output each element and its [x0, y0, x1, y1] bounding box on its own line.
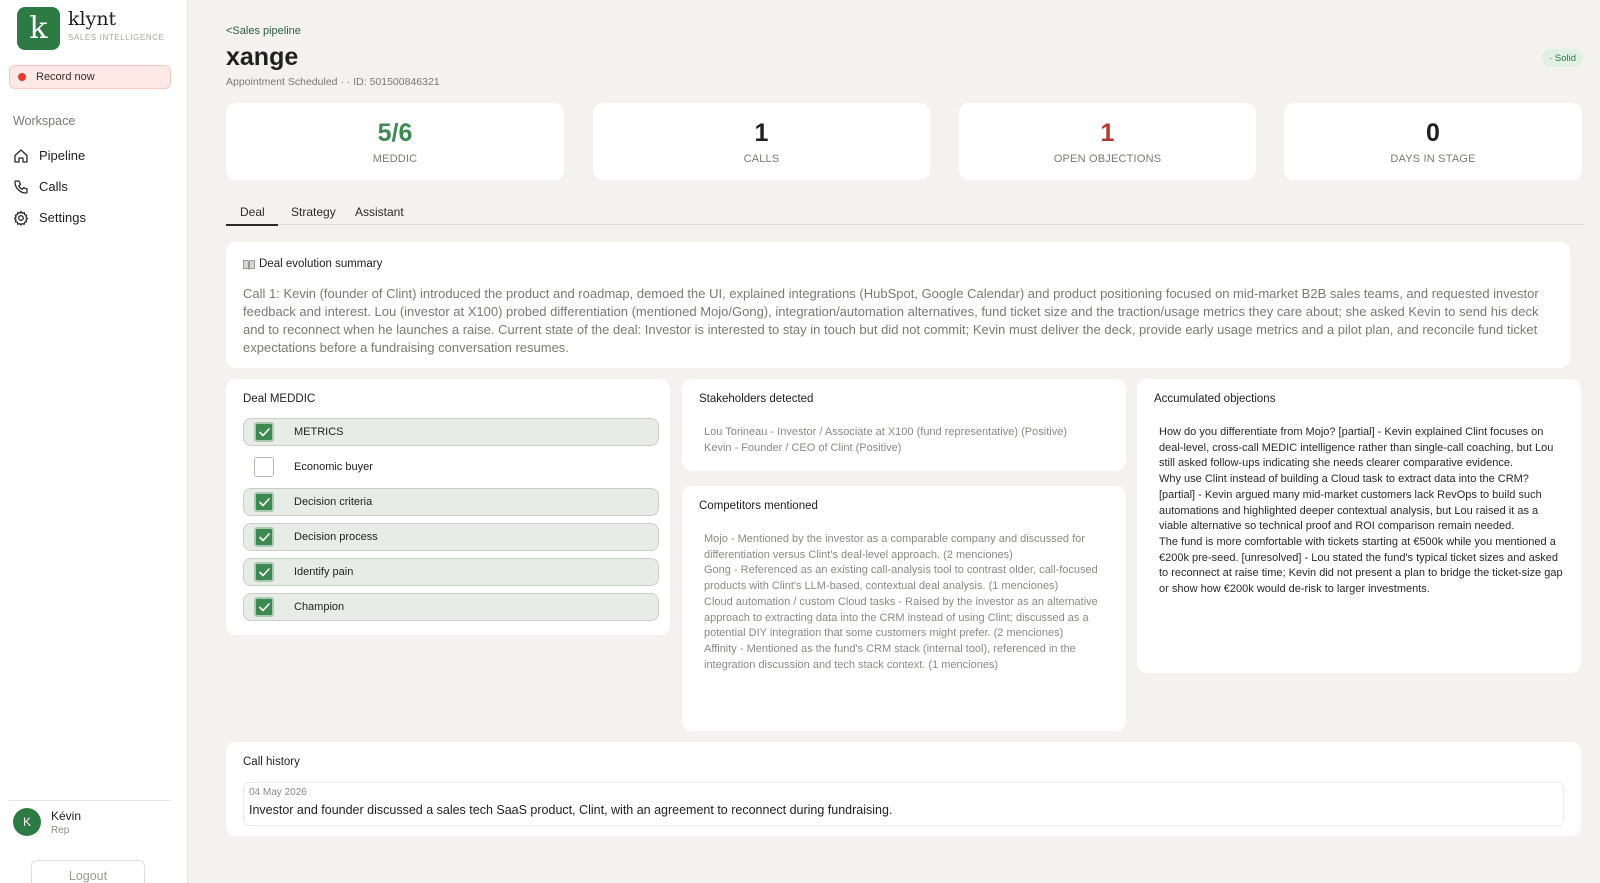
stat-label: DAYS IN STAGE — [1390, 153, 1476, 165]
meddic-list — [243, 418, 653, 621]
meddic-item-label: Identify pain — [294, 566, 354, 578]
home-icon — [13, 148, 29, 164]
sidebar-item-settings[interactable] — [13, 202, 178, 233]
call-history-title: Call history — [243, 756, 300, 768]
deal-meta: Appointment Scheduled · · ID: 501500846321 — [226, 76, 440, 88]
objections-title: Accumulated objections — [1154, 393, 1276, 405]
record-dot-icon — [18, 73, 26, 81]
meddic-item[interactable] — [243, 488, 659, 516]
meddic-item[interactable] — [243, 453, 659, 481]
stakeholders-list — [699, 425, 1109, 456]
list-item: Cloud automation / custom Cloud tasks - Raised by the investor as an alternative approach to extracting data into the CRM instead of using Clint; discussed as a potential DIY integration that some customers might prefer. (2 menciones) — [704, 595, 1098, 640]
call-history-card — [226, 742, 1581, 836]
meddic-item-label: Decision process — [294, 531, 378, 543]
page-title: xange — [226, 43, 299, 71]
stat-value: 5/6 — [377, 119, 413, 147]
list-item: Mojo - Mentioned by the investor as a comparable company and discussed for differentiation versus Clint's deal-level approach. (2 menciones) — [704, 533, 1085, 561]
stat-card-open-objections — [959, 103, 1256, 180]
stat-card-calls — [593, 103, 930, 180]
stat-value: 0 — [1426, 119, 1440, 147]
tab-deal[interactable]: Deal — [226, 205, 278, 226]
meddic-item[interactable] — [243, 558, 659, 586]
stat-label: OPEN OBJECTIONS — [1053, 153, 1162, 165]
sidebar-item-calls[interactable] — [13, 171, 178, 202]
checkbox-checked-icon[interactable] — [254, 527, 274, 547]
brand-name: klynt — [68, 8, 117, 30]
meddic-item[interactable] — [243, 523, 659, 551]
checkbox-checked-icon[interactable] — [254, 562, 274, 582]
stakeholders-card — [682, 379, 1126, 471]
status-badge: · Solid — [1542, 49, 1583, 67]
stat-value: 1 — [754, 119, 769, 147]
sidebar-nav — [13, 140, 178, 233]
summary-body: Call 1: Kevin (founder of Clint) introduced the product and roadmap, demoed the UI, explained integrations (HubSpot, Google Calendar) and product positioning focused on mid-market B2B sales teams, and requested investor feedback and interest. Lou (investor at X100) probed differentiation (mentioned Mojo/Gong), integration/automation alternatives, fund ticket size and the traction/usage metrics they care about; she asked Kevin to send his deck and to reconnect when he launches a raise. Current state of the deal: Investor is interested to stay in touch but did not commit; Kevin must deliver the deck, provide early usage metrics and a pilot plan, and reconcile fund ticket expectations before a fundraising conversation resumes. — [243, 286, 1539, 355]
tab-strategy[interactable]: Strategy — [291, 205, 336, 219]
meddic-item[interactable] — [243, 418, 659, 446]
phone-icon — [13, 179, 29, 195]
checkbox-checked-icon[interactable] — [254, 492, 274, 512]
list-item: The fund is more comfortable with tickets starting at €500k while you mentioned a €200k pre-seed. [unresolved] - Lou stated the fund's typical ticket sizes and asked to reconnect at raise time; Kevin did not present a plan to bridge the ticket-size gap or show how €200k would de-risk to larger investments. — [1159, 535, 1563, 596]
list-item: Lou Torineau - Investor / Associate at X100 (fund representative) (Positive) — [704, 426, 1067, 438]
gear-icon — [13, 210, 29, 226]
list-item: Gong - Referenced as an existing call-analysis tool to contrast older, call-focused products with Clint's LLM-based, contextual deal analysis. (1 menciones) — [704, 564, 1098, 593]
sidebar-item-label: Pipeline — [39, 148, 86, 163]
meddic-item-label: Economic buyer — [294, 461, 373, 473]
list-item: How do you differentiate from Mojo? [partial] - Kevin explained Clint focuses on deal-level, cross-call MEDIC intelligence rather than single-call coaching, but Lou still asked follow-ups indicating she needs clearer comparative evidence. — [1159, 426, 1554, 470]
user-name: Kévin — [51, 808, 82, 823]
sidebar-item-label: Calls — [39, 179, 68, 194]
list-item: Kevin - Founder / CEO of Clint (Positive) — [704, 441, 902, 454]
checkbox-unchecked-icon[interactable] — [254, 457, 274, 477]
book-icon — [243, 259, 255, 270]
brand-subtitle: SALES INTELLIGENCE — [68, 33, 165, 42]
call-history-item[interactable] — [243, 782, 1564, 826]
objections-list — [1154, 425, 1564, 598]
stat-card-days-in-stage — [1284, 103, 1582, 180]
workspace-label: Workspace — [13, 114, 76, 128]
competitors-card — [682, 486, 1126, 731]
record-label: Record now — [36, 71, 95, 83]
tab-assistant[interactable]: Assistant — [355, 205, 404, 219]
meddic-title: Deal MEDDIC — [243, 393, 316, 405]
sidebar-item-label: Settings — [39, 210, 86, 225]
meddic-item-label: Champion — [294, 601, 345, 613]
deal-summary-card — [226, 242, 1570, 368]
stat-value: 1 — [1100, 119, 1115, 147]
meddic-item[interactable] — [243, 593, 659, 621]
meddic-card — [226, 379, 670, 635]
meddic-item-label: Decision criteria — [294, 496, 373, 508]
stakeholders-title: Stakeholders detected — [699, 393, 814, 405]
avatar: K — [13, 808, 41, 836]
stat-card-meddic — [226, 103, 564, 180]
checkbox-checked-icon[interactable] — [254, 422, 274, 442]
logout-button[interactable]: Logout — [31, 860, 145, 883]
list-item: Affinity - Mentioned as the fund's CRM stack (internal tool), referenced in the integration discussion and tech stack context. (1 menciones) — [704, 642, 1076, 671]
meddic-item-label: METRICS — [294, 426, 344, 438]
call-date: 04 May 2026 — [249, 787, 307, 798]
sidebar-item-pipeline[interactable] — [13, 140, 178, 171]
competitors-title: Competitors mentioned — [699, 500, 818, 512]
record-now-button[interactable] — [9, 65, 171, 89]
main-content — [188, 0, 1600, 883]
logo-icon: k — [17, 7, 60, 50]
sidebar — [0, 0, 188, 883]
list-item: Why use Clint instead of building a Cloud task to extract data into the CRM? [partial] - Kevin argued many mid-market customers lack RevOps to build such automations and highlighted deeper contextual analysis, but Lou raised it as a viable alternative so technical proof and ROI comparison remain needed. — [1159, 473, 1542, 533]
breadcrumb-back-link[interactable]: <Sales pipeline — [226, 25, 301, 37]
stat-label: MEDDIC — [372, 153, 418, 165]
tab-bar — [226, 200, 1584, 225]
call-summary: Investor and founder discussed a sales tech SaaS product, Clint, with an agreement to reconnect during fundraising. — [249, 803, 893, 817]
checkbox-checked-icon[interactable] — [254, 597, 274, 617]
stat-label: CALLS — [743, 153, 780, 165]
user-profile[interactable] — [9, 800, 171, 836]
objections-card — [1137, 379, 1581, 673]
competitors-list — [699, 532, 1109, 673]
user-role: Rep — [51, 824, 70, 836]
brand[interactable] — [17, 7, 165, 50]
summary-title: Deal evolution summary — [259, 258, 383, 270]
